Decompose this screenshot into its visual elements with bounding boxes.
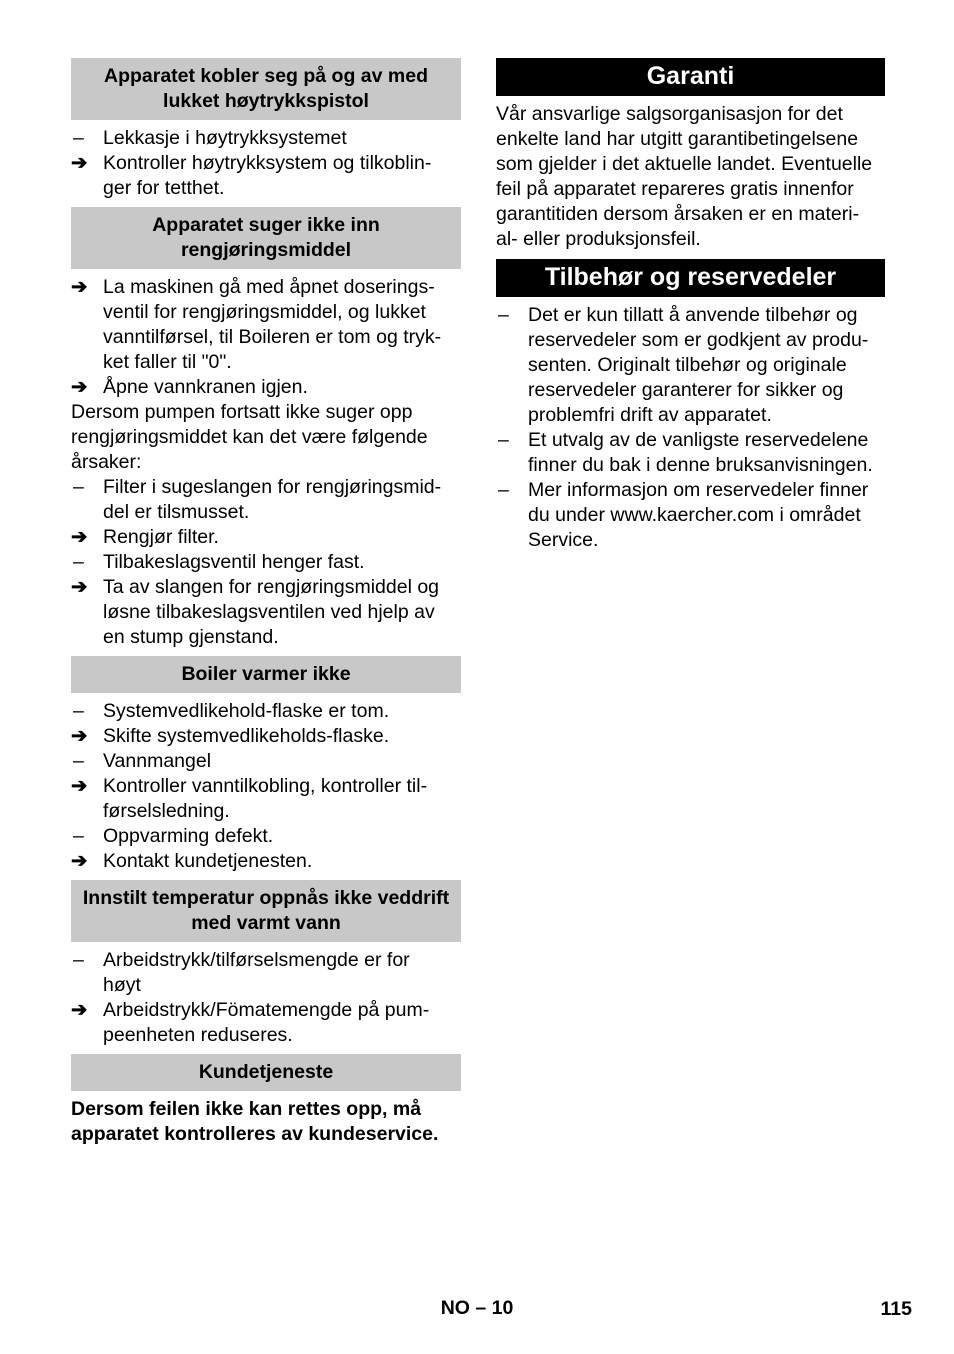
list-item [71,749,461,774]
page-number: 115 [880,1298,912,1320]
list-item [71,151,461,201]
section-heading-temperature: Innstilt temperatur oppnås ikke veddrift med varmt vann [71,880,461,942]
list-detergent-a [71,269,461,400]
arrow-bullet-icon: ➔ [71,725,88,747]
section-heading-detergent: Apparatet suger ikke inn rengjøringsmiddel [71,207,461,269]
section-heading-warranty: Garanti [496,58,885,96]
arrow-bullet-icon: ➔ [71,775,88,797]
left-column [71,58,461,1154]
list-item [71,525,461,550]
list-accessories [496,297,885,559]
dash-bullet-icon: – [498,429,509,451]
list-item-text: Skifte systemvedlikeholds-flaske. [103,725,390,747]
dash-bullet-icon: – [73,551,84,573]
dash-bullet-icon: – [73,700,84,722]
list-item-text: Filter i sugeslangen for rengjøringsmid- del er tilsmusset. [103,476,442,523]
section-heading-boiler: Boiler varmer ikke [71,656,461,693]
dash-bullet-icon: – [73,750,84,772]
dash-bullet-icon: – [498,479,509,501]
list-detergent-b [71,475,461,656]
list-item-text: Ta av slangen for rengjøringsmiddel og løsne tilbakeslagsventilen ved hjelp av en stump gjenstand. [103,576,440,648]
list-on-off [71,120,461,207]
dash-bullet-icon: – [498,304,509,326]
dash-bullet-icon: – [73,476,84,498]
arrow-bullet-icon: ➔ [71,152,88,174]
list-item [71,550,461,575]
list-item [71,275,461,375]
list-item-text: Kontroller vanntilkobling, kontroller til- førselsledning. [103,775,428,822]
list-item-text: Kontakt kundetjenesten. [103,850,313,872]
list-item [71,375,461,400]
list-item-text: Det er kun tillatt å anvende tilbehør og reservedeler som er godkjent av produ- senten. Originalt tilbehør og originale reservedeler garanterer for sikker og problemfri drift av apparatet. [528,304,869,426]
list-item [71,948,461,998]
customer-service-paragraph: Dersom feilen ikke kan rettes opp, må apparatet kontrolleres av kundeservice. [71,1098,439,1145]
dash-bullet-icon: – [73,949,84,971]
list-item-text: Et utvalg av de vanligste reservedelene finner du bak i denne bruksanvisningen. [528,429,873,476]
list-item [71,849,461,874]
footer-section-label: NO – 10 [440,1297,514,1319]
list-item-text: La maskinen gå med åpnet doserings- ventil for rengjøringsmiddel, og lukket vanntilførsel, til Boileren er tom og tryk- ket faller til "0". [103,276,442,373]
arrow-bullet-icon: ➔ [71,276,88,298]
right-column [496,58,885,559]
list-item-text: Oppvarming defekt. [103,825,274,847]
list-item [71,824,461,849]
list-item-text: Tilbakeslagsventil henger fast. [103,551,365,573]
list-item [496,428,885,478]
list-item [71,575,461,650]
list-item-text: Lekkasje i høytrykksystemet [103,127,347,149]
list-item [496,303,885,428]
list-item [71,998,461,1048]
list-item [71,724,461,749]
list-item-text: Systemvedlikehold-flaske er tom. [103,700,390,722]
list-item-text: Åpne vannkranen igjen. [103,376,308,398]
list-item-text: Mer informasjon om reservedeler finner du under www.kaercher.com i området Service. [528,479,869,551]
list-item-text: Kontroller høytrykksystem og tilkoblin- ger for tetthet. [103,152,432,199]
detergent-causes-paragraph: Dersom pumpen fortsatt ikke suger opp rengjøringsmiddet kan det være følgende årsaker: [71,401,428,473]
dash-bullet-icon: – [73,127,84,149]
arrow-bullet-icon: ➔ [71,376,88,398]
section-heading-customer-service: Kundetjeneste [71,1054,461,1091]
list-item [71,475,461,525]
arrow-bullet-icon: ➔ [71,526,88,548]
warranty-paragraph: Vår ansvarlige salgsorganisasjon for det enkelte land har utgitt garantibetingelsene som gjelder i det aktuelle landet. Eventuelle feil på apparatet repareres gratis innenfor garantitiden dersom årsaken er en materi- al- eller produksjonsfeil. [496,103,873,250]
list-item-text: Vannmangel [103,750,212,772]
list-item-text: Arbeidstrykk/tilførselsmengde er for høyt [103,949,410,996]
arrow-bullet-icon: ➔ [71,576,88,598]
list-item [71,126,461,151]
list-item [71,699,461,724]
list-boiler [71,693,461,880]
list-temperature [71,942,461,1054]
arrow-bullet-icon: ➔ [71,999,88,1021]
arrow-bullet-icon: ➔ [71,850,88,872]
section-heading-on-off: Apparatet kobler seg på og av med lukket høytrykkspistol [71,58,461,120]
list-item-text: Arbeidstrykk/Fömatemengde på pum- peenheten reduseres. [103,999,430,1046]
section-heading-accessories: Tilbehør og reservedeler [496,259,885,297]
dash-bullet-icon: – [73,825,84,847]
list-item [496,478,885,553]
list-item-text: Rengjør filter. [103,526,219,548]
list-item [71,774,461,824]
